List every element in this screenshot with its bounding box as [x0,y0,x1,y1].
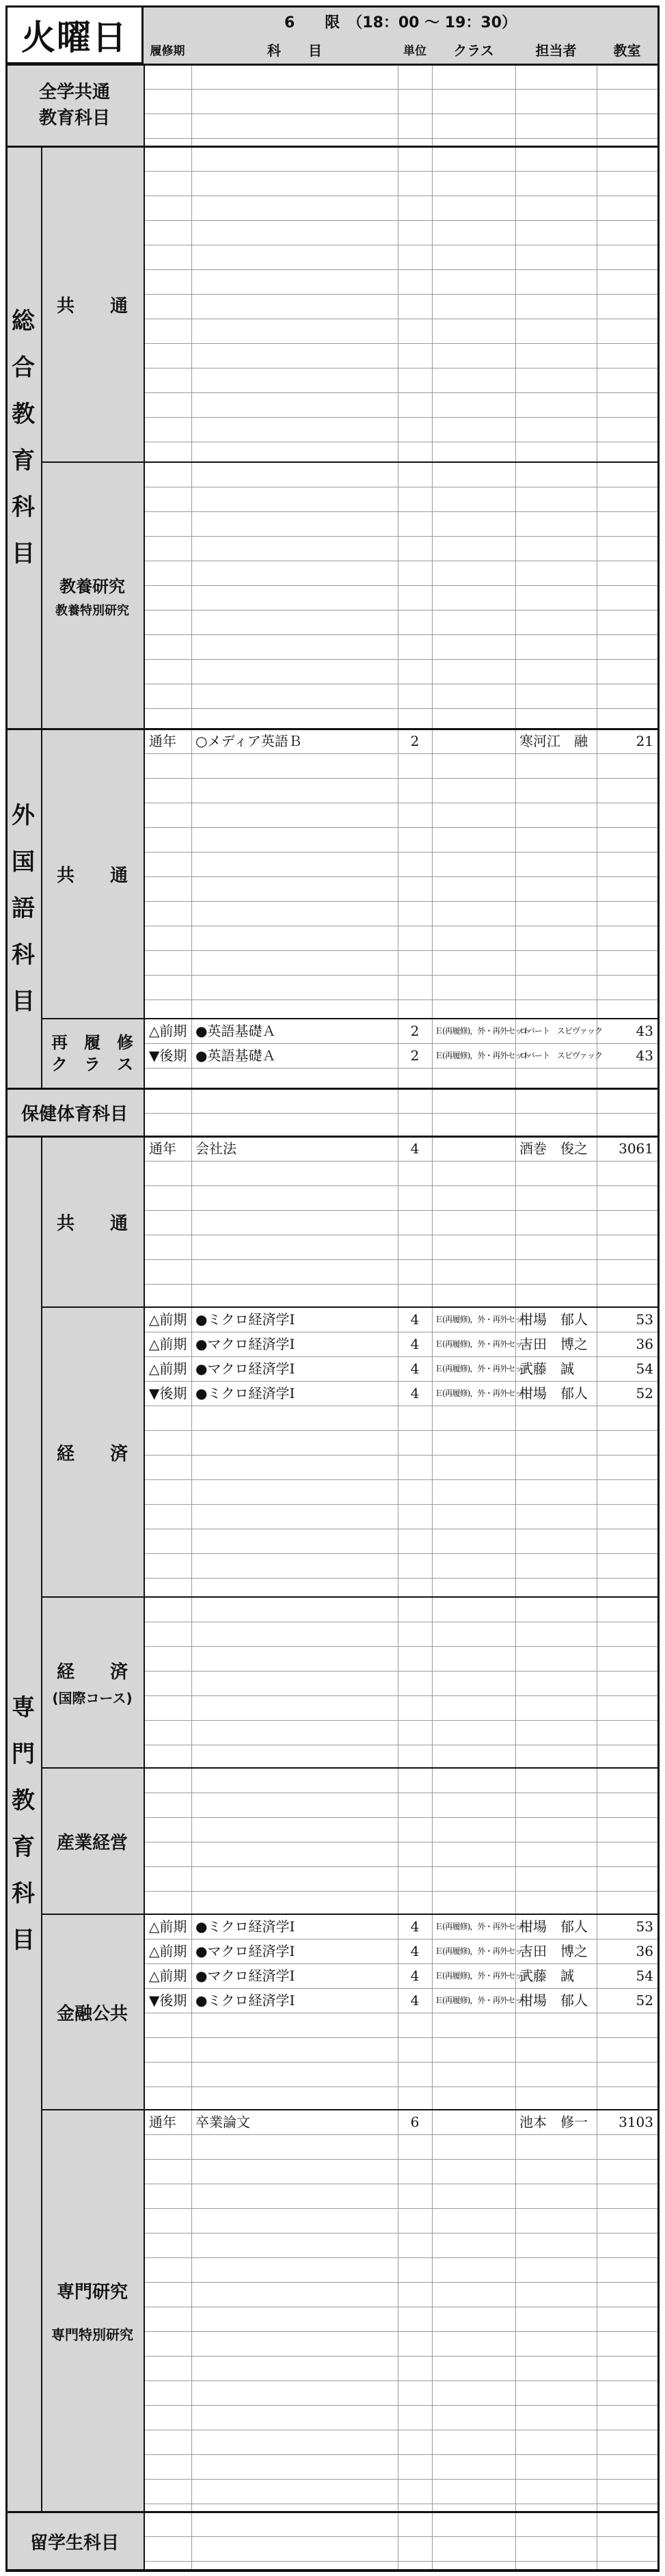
category-divider [41,146,42,1088]
course-subject: ●ミクロ経済学Ⅰ [195,1311,295,1328]
category-sogo: 総 合 教 育 科 目 [5,146,41,729]
course-teacher: 柑場 郁人 [519,1311,588,1328]
row-line [144,2380,660,2381]
row-line [144,2356,660,2357]
course-term: ▼後期 [149,1047,187,1064]
course-room: 3061 [619,1140,653,1157]
sub-sangyo: 産業経営 [41,1768,144,1914]
course-term: △前期 [149,1918,187,1935]
course-subject: ●マクロ経済学Ⅰ [195,1968,295,1984]
course-teacher: ロバート スピヴァック [519,1051,602,1060]
course-teacher: 柑場 郁人 [519,1992,588,2009]
course-room: 52 [636,1385,653,1401]
sub-senmon-kenkyu: 専門研究 専門特別研究 [41,2110,144,2512]
course-credits: 4 [410,1992,420,2009]
row-line [144,417,660,418]
row-line [144,827,660,828]
row-line [144,113,660,114]
sub-gaikoku-kyotsu: 共 通 [41,729,144,1019]
course-teacher: 池本 修一 [519,2114,588,2130]
row-line [144,1553,660,1554]
course-credits: 4 [410,1918,420,1935]
row-line [144,2454,660,2455]
category-zengaku: 全学共通 教育科目 [5,64,144,146]
course-teacher: 寒河江 融 [519,733,588,749]
section-line [5,146,660,148]
course-subject: ●ミクロ経済学Ⅰ [195,1992,295,2009]
row-line [144,585,660,586]
row-line [144,975,660,976]
subsection-line [41,1596,660,1598]
course-term: ▼後期 [149,1385,187,1401]
period-header: 6 限 （18：00 〜 19：30） [144,5,660,35]
course-room: 43 [636,1023,653,1039]
course-credits: 2 [410,1023,420,1039]
row-line [144,2257,660,2258]
course-class [432,729,515,753]
course-term: 通年 [149,733,176,749]
course-term: ▼後期 [149,1992,187,2009]
course-class: Ｅ(再履修)，外・再外セット [435,1388,530,1398]
course-credits: 2 [410,1047,420,1064]
course-subject: 卒業論文 [195,2114,250,2130]
course-class: Ｅ(再履修)，外・再外セット [435,1315,530,1324]
row-line [144,1891,660,1892]
course-room: 21 [636,733,653,749]
course-room: 3103 [619,2114,653,2130]
sub-keizai: 経 済 [41,1307,144,1597]
row-line [144,2159,660,2160]
row-line [144,634,660,635]
course-teacher: 武藤 誠 [519,1360,574,1377]
row-line [144,2536,660,2537]
row-line [144,138,660,139]
row-line [144,708,660,709]
course-room: 43 [636,1047,653,1064]
course-subject: ●英語基礎Ａ [195,1023,276,1039]
section-line [5,64,660,66]
row-line [144,778,660,779]
row-line [144,392,660,393]
row-line [144,1866,660,1867]
course-class: Ｅ(再履修)，外・再外セット [435,1364,530,1373]
row-line [144,1259,660,1260]
section-line [5,1088,660,1090]
course-term: △前期 [149,1023,187,1039]
sub-rirshu-class: 再 履 修 ク ラ ス [41,1019,144,1088]
course-subject: ●ミクロ経済学Ⅰ [195,1918,295,1935]
col-header-subject: 科 目 [191,35,398,64]
course-credits: 4 [410,1943,420,1959]
outer-right-line [657,5,660,2571]
course-subject: ●マクロ経済学Ⅰ [195,1360,295,1377]
col-header-room: 教室 [597,35,660,64]
row-line [144,753,660,754]
row-line [144,1671,660,1672]
section-line [5,2511,660,2513]
row-line [144,610,660,611]
row-line [144,876,660,877]
row-line [144,2037,660,2038]
col-header-teacher: 担当者 [515,35,597,64]
category-ryugakusei: 留学生科目 [5,2512,144,2571]
course-teacher: ロバート スピヴァック [519,1026,602,1036]
course-teacher: 武藤 誠 [519,1968,574,1984]
course-room: 36 [636,1943,653,1959]
course-class: Ｅ(再履修)，外・再外セット [435,1922,530,1931]
course-credits: 4 [410,1360,420,1377]
sub-kyoyo-kenkyu: 教養研究 教養特別研究 [41,462,144,729]
row-line [144,89,660,90]
course-credits: 4 [410,1336,420,1352]
row-line [144,1504,660,1505]
row-line [144,1479,660,1480]
course-subject: ●英語基礎Ａ [195,1047,276,1064]
course-class: Ｅ(再履修)，外・再外セット [435,1946,530,1956]
row-line [144,1720,660,1721]
row-line [144,511,660,512]
row-line [144,1113,660,1114]
row-line [144,2134,660,2135]
row-line [144,2062,660,2063]
course-class: Ｅ(再履修)，外・再外セット [435,1051,530,1060]
course-credits: 2 [410,733,420,749]
col-header-class: クラス [432,35,515,64]
course-class: Ｅ(再履修)，外・再外セット [435,1996,530,2005]
row-line [144,2282,660,2283]
subsection-line [41,461,660,463]
course-teacher: 柑場 郁人 [519,1918,588,1935]
course-room: 54 [636,1360,653,1377]
course-room: 53 [636,1311,653,1328]
row-line [144,1430,660,1431]
course-credits: 4 [410,1968,420,1984]
course-credits: 4 [410,1311,420,1328]
row-line [144,1646,660,1647]
course-credits: 4 [410,1140,420,1157]
category-senmon: 専 門 教 育 科 目 [5,1136,41,2512]
bottom-line [5,2569,660,2571]
course-term: 通年 [149,1140,176,1157]
course-term: △前期 [149,1943,187,1959]
row-line [144,999,660,1000]
row-line [144,2561,660,2562]
course-teacher: 柑場 郁人 [519,1385,588,1401]
row-line [144,1284,660,1285]
course-room: 36 [636,1336,653,1352]
course-class: Ｅ(再履修)，外・再外セット [435,1339,530,1349]
row-line [144,1185,660,1186]
row-line [144,294,660,295]
course-term: △前期 [149,1360,187,1377]
course-teacher: 吉田 博之 [519,1943,588,1959]
sub-keizai-intl: 経 済 (国際コース) [41,1597,144,1768]
course-room: 52 [636,1992,653,2009]
row-line [144,171,660,172]
course-class [432,1136,515,1161]
course-subject: ●マクロ経済学Ⅰ [195,1943,295,1959]
sub-senmon-kyotsu: 共 通 [41,1136,144,1307]
course-term: △前期 [149,1968,187,1984]
row-line [144,343,660,344]
row-line [144,1578,660,1579]
course-term: 通年 [149,2114,176,2130]
col-header-credits: 単位 [398,35,432,64]
course-room: 53 [636,1918,653,1935]
row-line [144,269,660,270]
row-line [144,901,660,902]
course-teacher: 酒巻 俊之 [519,1140,588,1157]
row-line [144,2479,660,2480]
row-line [144,2208,660,2209]
course-subject: 会社法 [195,1140,236,1157]
course-credits: 6 [410,2114,420,2130]
row-line [144,220,660,221]
category-hoken: 保健体育科目 [5,1088,144,1136]
row-line [144,2405,660,2406]
sub-sogo-kyotsu: 共 通 [41,146,144,462]
row-line [144,1068,660,1069]
course-subject: ●ミクロ経済学Ⅰ [195,1385,295,1401]
course-credits: 4 [410,1385,420,1401]
row-line [144,1210,660,1211]
category-gaikoku: 外 国 語 科 目 [5,729,41,1088]
day-title: 火曜日 [5,5,144,64]
row-line [144,536,660,537]
row-line [144,1161,660,1162]
course-class: Ｅ(再履修)，外・再外セット [435,1026,530,1036]
course-term: △前期 [149,1311,187,1328]
col-header-term: 履修期 [144,35,191,64]
row-line [144,1817,660,1818]
row-line [144,659,660,660]
sub-kinyu: 金融公共 [41,1914,144,2110]
row-line [144,950,660,951]
course-subject: ○メディア英語Ｂ [195,733,302,749]
course-subject: ●マクロ経済学Ⅰ [195,1336,295,1352]
row-line [144,1695,660,1696]
row-line [144,2331,660,2332]
outer-left-line [5,5,8,2571]
course-teacher: 吉田 博之 [519,1336,588,1352]
subsection-line [41,1767,660,1769]
row-line [144,852,660,853]
category-divider [41,1136,42,2512]
course-term: △前期 [149,1336,187,1352]
course-room: 54 [636,1968,653,1984]
course-class [432,2110,515,2134]
course-class: Ｅ(再履修)，外・再外セット [435,1971,530,1981]
